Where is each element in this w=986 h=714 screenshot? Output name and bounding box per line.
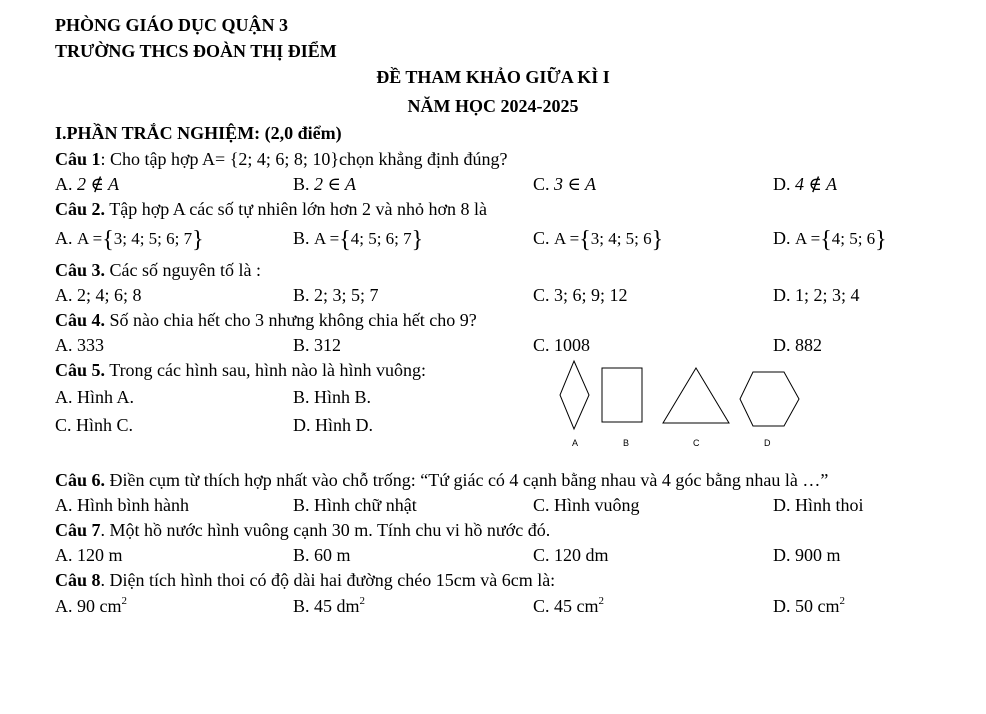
department-name: PHÒNG GIÁO DỤC QUẬN 3	[55, 15, 288, 35]
option-letter: A.	[55, 228, 73, 248]
shape-rhombus	[560, 361, 589, 429]
option-math: 3 ∈ A	[554, 174, 597, 194]
q7-option-d[interactable]: D. 900 m	[773, 545, 841, 565]
q4-option-b[interactable]: B. 312	[293, 335, 342, 355]
option-letter: D.	[773, 228, 791, 248]
question-7	[55, 519, 550, 541]
q2-option-b[interactable]: B. A ={4; 5; 6; 7}	[293, 227, 424, 253]
option-text: B. 45 dm	[293, 596, 360, 616]
shape-triangle	[663, 368, 729, 423]
q4-option-d[interactable]: D. 882	[773, 335, 822, 355]
q3-option-a[interactable]: A. 2; 4; 6; 8	[55, 285, 142, 305]
shapes-figure	[555, 357, 805, 455]
option-prefix: A =	[795, 229, 821, 248]
q5-option-a[interactable]: A. Hình A.	[55, 387, 135, 407]
shape-hexagon	[740, 372, 799, 426]
question-label: Câu 1	[55, 149, 101, 169]
question-label: Câu 6.	[55, 470, 106, 490]
question-2	[55, 198, 487, 220]
q2-option-d[interactable]: D. A ={4; 5; 6}	[773, 227, 887, 253]
question-separator: .	[100, 570, 110, 590]
q6-option-a[interactable]: A. Hình bình hành	[55, 495, 189, 515]
question-3	[55, 259, 261, 281]
superscript: 2	[598, 595, 604, 607]
option-prefix: A =	[554, 229, 580, 248]
q4-option-c[interactable]: C. 1008	[533, 335, 591, 355]
q8-option-d[interactable]	[773, 595, 845, 617]
shape-label-d: D	[764, 438, 771, 448]
question-text: Số nào chia hết cho 3 nhưng không chia hết cho 9?	[109, 310, 477, 330]
q2-option-a[interactable]: A. A ={3; 4; 5; 6; 7}	[55, 227, 204, 253]
q4-option-a[interactable]: A. 333	[55, 335, 104, 355]
q7-option-c[interactable]: C. 120 dm	[533, 545, 609, 565]
q8-option-a[interactable]	[55, 595, 127, 617]
question-label: Câu 7	[55, 520, 101, 540]
q8-option-b[interactable]	[293, 595, 365, 617]
q1-option-d[interactable]	[773, 173, 837, 195]
question-5	[55, 359, 426, 381]
option-letter: B.	[293, 174, 310, 194]
option-prefix: A =	[77, 229, 103, 248]
question-separator: .	[100, 520, 110, 540]
shape-square	[602, 368, 642, 422]
question-text: Diện tích hình thoi có độ dài hai đường chéo 15cm và 6cm là:	[109, 570, 556, 590]
superscript: 2	[121, 595, 127, 607]
option-set: 3; 4; 5; 6	[590, 229, 652, 248]
q3-option-b[interactable]: B. 2; 3; 5; 7	[293, 285, 379, 305]
option-text: C. 45 cm	[533, 596, 599, 616]
shape-label-a: A	[572, 438, 579, 448]
q6-option-d[interactable]: D. Hình thoi	[773, 495, 864, 515]
shape-label-c: C	[693, 438, 700, 448]
q1-option-a[interactable]	[55, 173, 119, 195]
superscript: 2	[839, 595, 845, 607]
q1-option-b[interactable]	[293, 173, 356, 195]
option-prefix: A =	[314, 229, 340, 248]
option-letter: D.	[773, 174, 791, 194]
q5-option-c[interactable]: C. Hình C.	[55, 415, 134, 435]
question-text: Một hồ nước hình vuông cạnh 30 m. Tính chu vi hồ nước đó.	[109, 520, 551, 540]
q8-option-c[interactable]	[533, 595, 604, 617]
q5-option-b[interactable]: B. Hình B.	[293, 387, 372, 407]
question-text: Tập hợp A các số tự nhiên lớn hơn 2 và nhỏ hơn 8 là	[109, 199, 487, 219]
question-8	[55, 569, 555, 591]
q1-option-c[interactable]	[533, 173, 596, 195]
q7-option-b[interactable]: B. 60 m	[293, 545, 351, 565]
shape-label-b: B	[623, 438, 630, 448]
option-text: D. 50 cm	[773, 596, 840, 616]
exam-title: ĐỀ THAM KHẢO GIỮA KÌ I	[376, 67, 610, 87]
question-label: Câu 5.	[55, 360, 106, 380]
question-text: Cho tập hợp A= {2; 4; 6; 8; 10}chọn khẳng định đúng?	[110, 149, 508, 169]
option-letter: C.	[533, 228, 550, 248]
option-set: 4; 5; 6	[831, 229, 876, 248]
question-6	[55, 469, 828, 491]
option-math: 4 ∉ A	[795, 174, 837, 194]
q3-option-c[interactable]: C. 3; 6; 9; 12	[533, 285, 628, 305]
section-heading: I.PHẦN TRẮC NGHIỆM: (2,0 điểm)	[55, 123, 342, 143]
q3-option-d[interactable]: D. 1; 2; 3; 4	[773, 285, 860, 305]
q6-option-b[interactable]: B. Hình chữ nhật	[293, 495, 417, 515]
q7-option-a[interactable]: A. 120 m	[55, 545, 123, 565]
school-year: NĂM HỌC 2024-2025	[407, 96, 579, 116]
question-text: Trong các hình sau, hình nào là hình vuông:	[109, 360, 427, 380]
q5-option-d[interactable]: D. Hình D.	[293, 415, 373, 435]
option-letter: B.	[293, 228, 310, 248]
question-4	[55, 309, 477, 331]
question-text: Các số nguyên tố là :	[109, 260, 261, 280]
option-text: A. 90 cm	[55, 596, 122, 616]
question-1	[55, 148, 507, 170]
option-set: 4; 5; 6; 7	[350, 229, 412, 248]
superscript: 2	[359, 595, 366, 607]
option-math: 2 ∉ A	[77, 174, 119, 194]
option-set: 3; 4; 5; 6; 7	[113, 229, 193, 248]
question-label: Câu 8	[55, 570, 101, 590]
question-separator: :	[100, 149, 111, 169]
question-text: Điền cụm từ thích hợp nhất vào chỗ trống: “Tứ giác có 4 cạnh bằng nhau và 4 góc bằng nhau là …”	[109, 470, 829, 490]
q6-option-c[interactable]: C. Hình vuông	[533, 495, 640, 515]
school-name: TRƯỜNG THCS ĐOÀN THỊ ĐIỂM	[55, 41, 337, 61]
question-label: Câu 4.	[55, 310, 106, 330]
option-math: 2 ∈ A	[314, 174, 357, 194]
q2-option-c[interactable]: C. A ={3; 4; 5; 6}	[533, 227, 664, 253]
question-label: Câu 2.	[55, 199, 106, 219]
option-letter: C.	[533, 174, 550, 194]
question-label: Câu 3.	[55, 260, 106, 280]
option-letter: A.	[55, 174, 73, 194]
